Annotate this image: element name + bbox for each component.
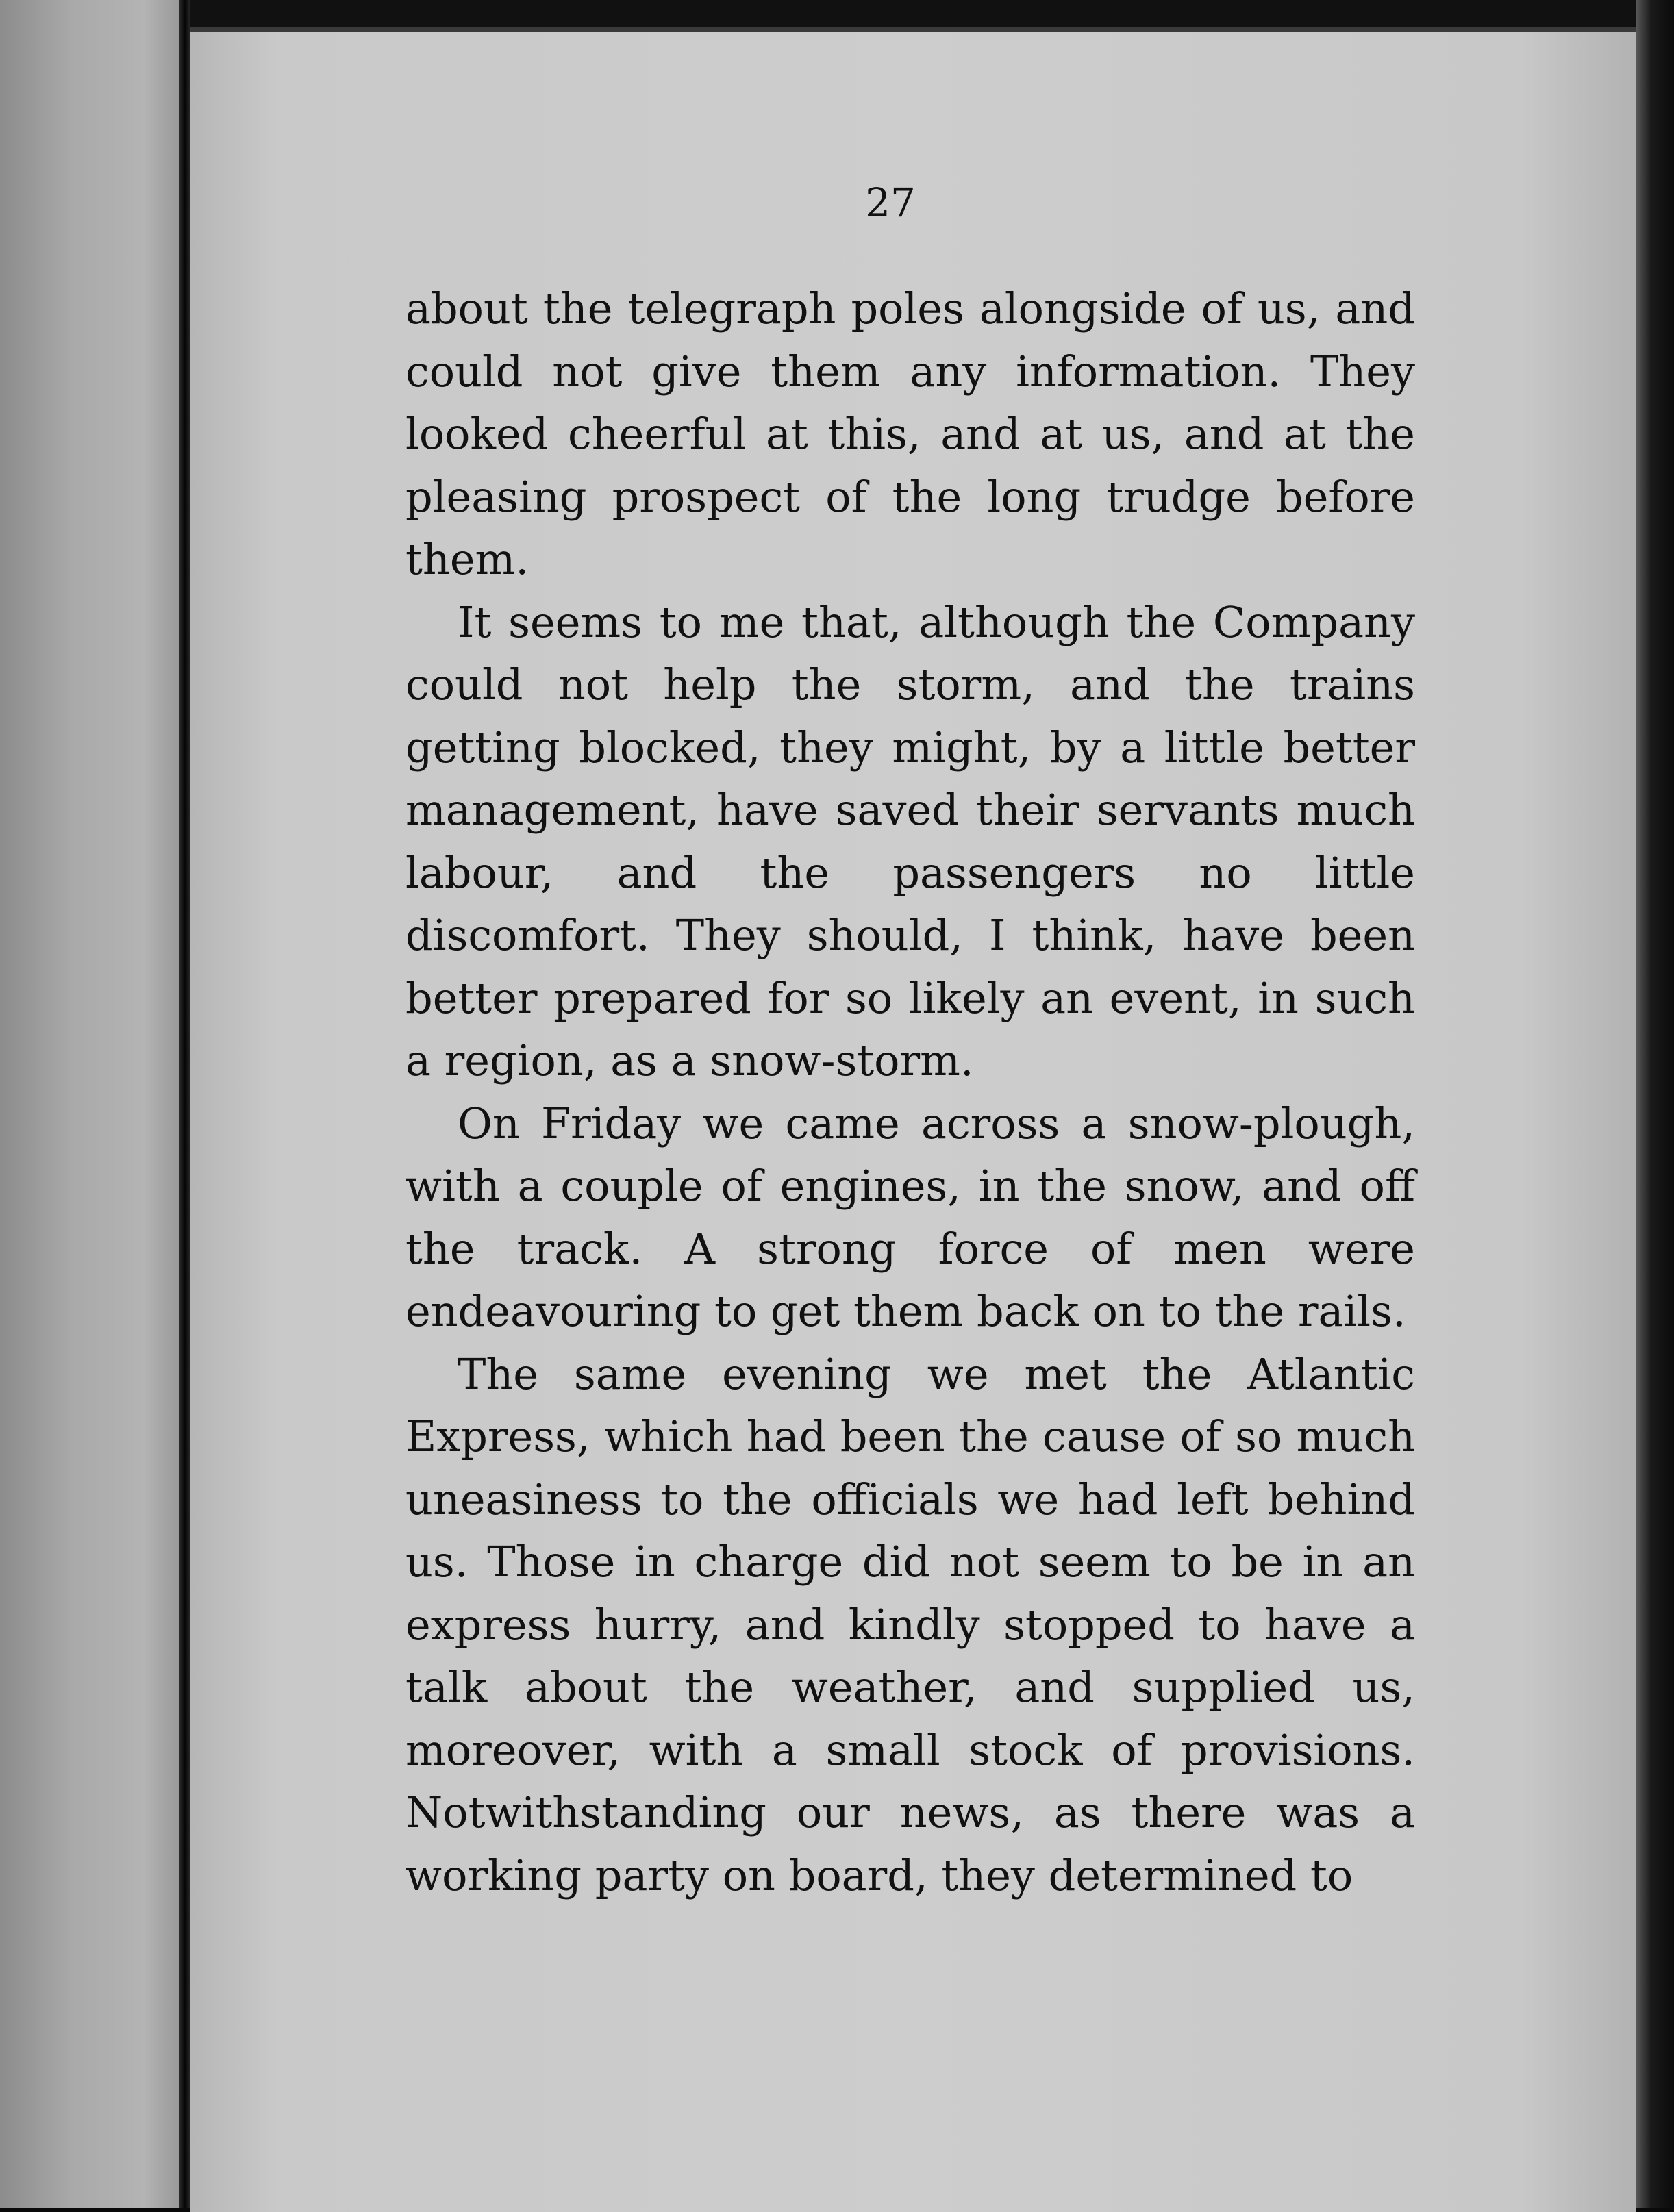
- page-right-edge: [1636, 0, 1674, 2208]
- paragraph-1: about the telegraph poles alongside of us, and could not give them any information. They looked cheerful at this, and at us, and at the pleasing prospect of the long trudge before them.: [405, 284, 1415, 584]
- book-gutter: [179, 0, 190, 2208]
- paragraph-3: On Friday we came across a snow-plough, with a couple of engines, in the snow, and off the track. A strong force of men were endeavouring to get them back on to the rails.: [405, 1098, 1415, 1336]
- facing-page-edge: [0, 0, 179, 2208]
- page-body-text: [405, 277, 1415, 1907]
- paragraph-2: It seems to me that, although the Company could not help the storm, and the trains getting blocked, they might, by a little better management, have saved their servants much labour, and the passengers no little discomfort. They should, I think, have been better prepared for so likely an event, in such a region, as a snow-storm.: [405, 596, 1415, 1085]
- page-number: 27: [865, 179, 916, 226]
- paragraph-4: The same evening we met the Atlantic Express, which had been the cause of so much uneasiness to the officials we had left behind us. Those in charge did not seem to be in an express hurry, and kindly stopped to have a talk about the weather, and supplied us, moreover, with a small stock of provisions. Notwithstanding our news, as there was a working party on board, they determined to: [405, 1348, 1415, 1900]
